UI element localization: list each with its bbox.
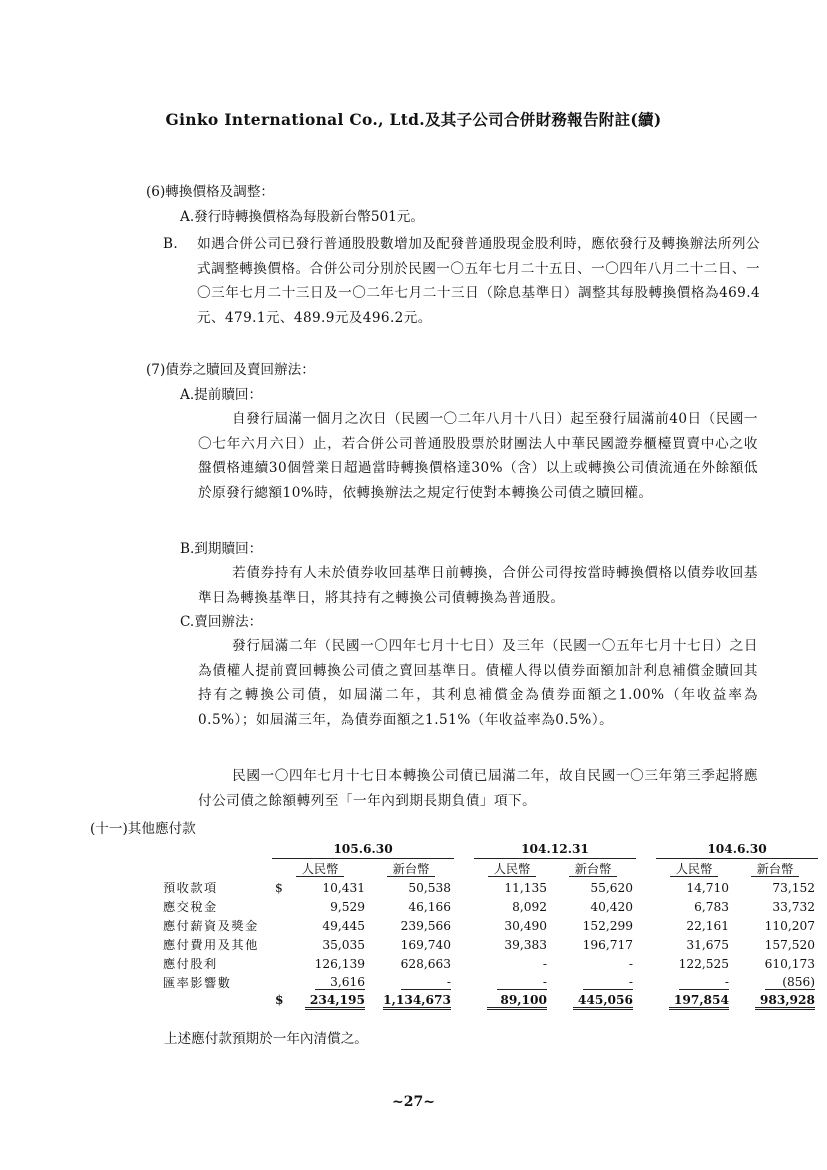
table-cell: 610,173 [764, 956, 815, 971]
section-7-d-paragraph [198, 764, 758, 813]
table-cell: 122,525 [678, 956, 729, 971]
table-cell: 169,740 [400, 937, 451, 952]
section-7-c-paragraph [198, 634, 758, 732]
page-title: Ginko International Co., Ltd.及其子公司合併財務報告附註(續) [165, 110, 662, 129]
section-6-item-b-text: 如遇合併公司已發行普通股股數增加及配發普通股現金股利時，應依發行及轉換辦法所列公式調整轉換價格。合併公司分別於民國一〇五年七月二十五日、一〇四年八月二十二日、一〇三年七月二十三日及一〇二年七月二十三日（除息基準日）調整其每股轉換價格為469.4元、479.1元、489.9元及496.2元。 [197, 236, 760, 326]
table-cell: 152,299 [582, 918, 633, 933]
page-number: ~27~ [392, 1094, 435, 1110]
table-cell: 30,490 [504, 918, 547, 933]
table-row [160, 878, 818, 897]
section-7-heading: (7)債券之贖回及賣回辦法： [146, 362, 315, 378]
section-7-a-text: 自發行屆滿一個月之次日（民國一〇二年八月十八日）起至發行屆滿前40日（民國一〇七年六月六日）止，若合併公司普通股股票於財團法人中華民國證券櫃檯買賣中心之收盤價格連續30個營業日超過當時轉換價格達30%（含）以上或轉換公司債流通在外餘額低於原發行總額10%時，依轉換辦法之規定行使對本轉換公司債之贖回權。 [198, 411, 758, 501]
table-cell: 9,529 [330, 899, 365, 914]
table-row [160, 973, 818, 992]
row-label: 應付費用及其他 [163, 938, 259, 952]
section-11-heading: (十一)其他應付款 [90, 821, 196, 837]
table-cell: 196,717 [582, 937, 633, 952]
table-cell: 39,383 [504, 937, 547, 952]
table-cell: 8,092 [512, 899, 547, 914]
closing-note: 上述應付款預期於一年內清償之。 [164, 1031, 368, 1047]
table-cell: 46,166 [408, 899, 451, 914]
section-7-b-paragraph [198, 561, 758, 610]
section-7-c-title: C.賣回辦法： [180, 614, 263, 630]
date-header: 105.6.30 [272, 840, 454, 859]
table-cell: 49,445 [322, 918, 365, 933]
currency-symbol: $ [275, 993, 284, 1007]
table-row [160, 897, 818, 916]
date-header: 104.6.30 [656, 840, 818, 859]
section-7-b-text: 若債券持有人未於債券收回基準日前轉換，合併公司得按當時轉換價格以債券收回基準日為轉換基準日，將其持有之轉換公司債轉換為普通股。 [198, 565, 758, 606]
total-cell: 234,195 [305, 993, 365, 1010]
section-7-b-title: B.到期贖回： [180, 541, 263, 557]
section-7-c-text: 發行屆滿二年（民國一〇四年七月十七日）及三年（民國一〇五年七月十七日）之日為債權人提前賣回轉換公司債之賣回基準日。債權人得以債券面額加計利息補償金贖回其持有之轉換公司債，如屆滿二年，其利息補償金為債券面額之1.00%（年收益率為0.5%）；如屆滿三年，為債券面額之1.51%（年收益率為0.5%）。 [198, 638, 758, 728]
table-cell: 55,620 [590, 880, 633, 895]
table-cell: - [542, 956, 547, 971]
table-cell: 157,520 [764, 937, 815, 952]
row-label: 應付股利 [163, 957, 218, 971]
table-cell: 73,152 [772, 880, 815, 895]
table-cell: 11,135 [504, 880, 547, 895]
total-cell: 445,056 [573, 993, 633, 1010]
total-cell: 89,100 [487, 993, 547, 1010]
total-cell: 197,854 [669, 993, 729, 1010]
section-7-a-title: A.提前贖回： [180, 387, 263, 403]
table-cell: 239,566 [400, 918, 451, 933]
currency-header: 新台幣 [387, 862, 436, 877]
row-label: 匯率影響數 [163, 976, 232, 990]
table-cell: 110,207 [764, 918, 815, 933]
total-cell: 1,134,673 [383, 993, 451, 1010]
row-label: 預收款項 [163, 881, 218, 895]
table-cell: 6,783 [694, 899, 729, 914]
table-cell: 50,538 [408, 880, 451, 895]
table-row [160, 916, 818, 935]
table-cell: 10,431 [322, 880, 365, 895]
table-cell: 14,710 [686, 880, 729, 895]
table-header-currencies [160, 859, 818, 879]
section-6-heading: (6)轉換價格及調整： [146, 184, 275, 200]
table-cell: 628,663 [400, 956, 451, 971]
currency-symbol: $ [275, 880, 283, 895]
table-cell: 31,675 [686, 937, 729, 952]
table-cell: 22,161 [686, 918, 729, 933]
table-total-row [160, 992, 818, 1011]
section-6-item-b-label: B. [163, 236, 179, 252]
table-cell: 3,616 [315, 975, 365, 990]
table-row [160, 935, 818, 954]
section-7-d-text: 民國一〇四年七月十七日本轉換公司債已屆滿二年，故自民國一〇三年第三季起將應付公司債之餘額轉列至「一年內到期長期負債」項下。 [198, 768, 758, 809]
other-payables-table [160, 840, 818, 1011]
table-cell: - [497, 975, 547, 990]
table-cell: 33,732 [772, 899, 815, 914]
currency-header: 新台幣 [569, 862, 618, 877]
currency-header: 人民幣 [488, 862, 537, 877]
table-cell: 126,139 [314, 956, 365, 971]
table-cell: 40,420 [590, 899, 633, 914]
section-7-a-paragraph [198, 407, 758, 505]
table-cell: (856) [765, 975, 815, 990]
table-row [160, 954, 818, 973]
table-cell: - [679, 975, 729, 990]
currency-header: 新台幣 [751, 862, 800, 877]
table-cell: 35,035 [322, 937, 365, 952]
currency-header: 人民幣 [670, 862, 719, 877]
total-cell: 983,928 [755, 993, 815, 1010]
row-label: 應交稅金 [163, 900, 218, 914]
table-cell: - [401, 975, 451, 990]
currency-header: 人民幣 [296, 862, 345, 877]
table-header-dates [160, 840, 818, 859]
table-cell: - [628, 956, 633, 971]
section-6-item-b [163, 232, 760, 330]
table-cell: - [583, 975, 633, 990]
row-label: 應付薪資及獎金 [163, 919, 259, 933]
section-6-item-a: A.發行時轉換價格為每股新台幣501元。 [180, 209, 424, 225]
date-header: 104.12.31 [474, 840, 636, 859]
